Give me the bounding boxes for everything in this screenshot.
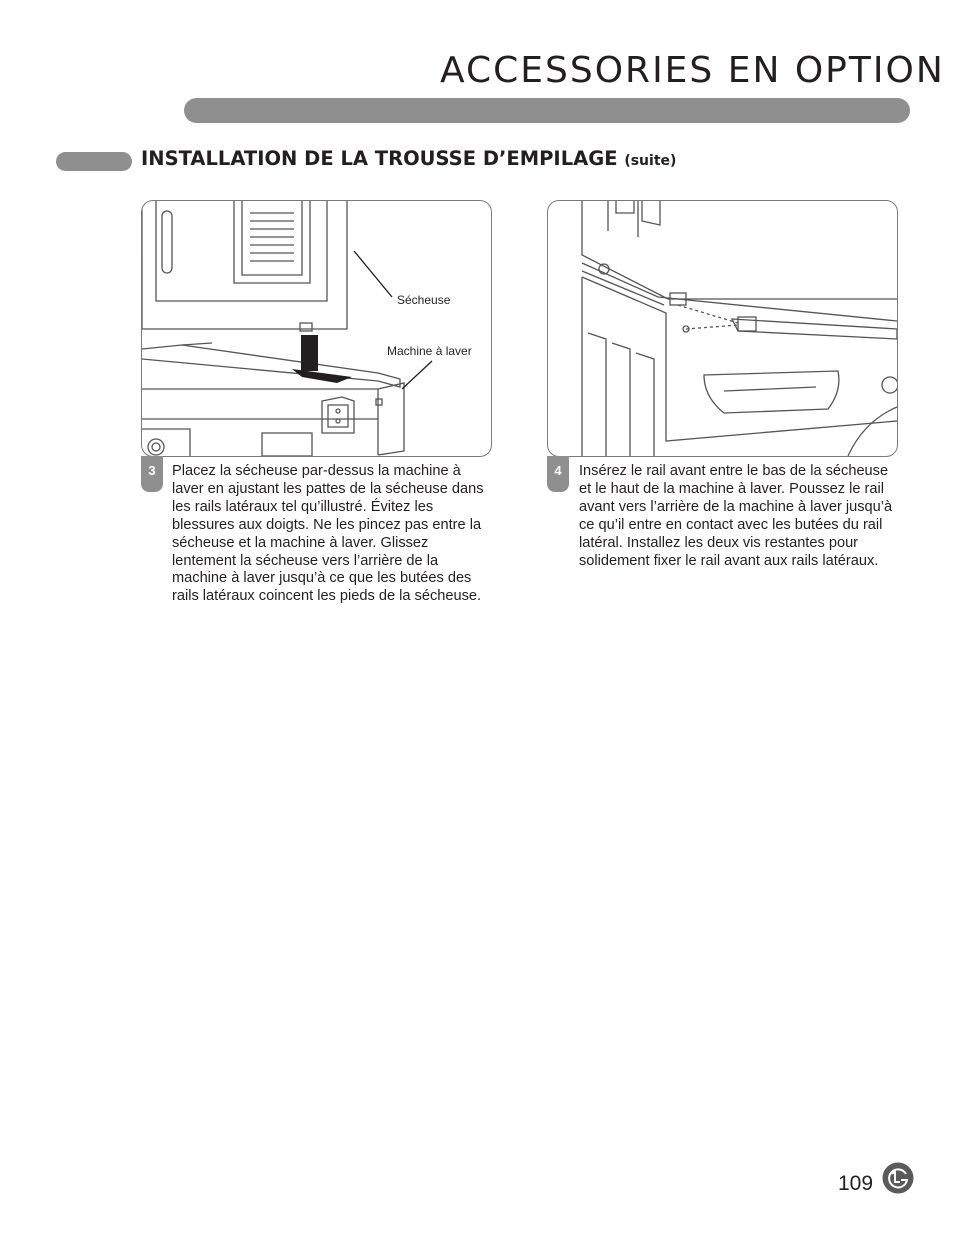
page-number: 109 bbox=[838, 1172, 874, 1195]
section-title-text: INSTALLATION DE LA TROUSSE D’EMPILAGE bbox=[141, 147, 618, 170]
section-title bbox=[141, 147, 676, 170]
step-3-badge: 3 bbox=[141, 456, 163, 492]
figure-step-3-illustration bbox=[141, 200, 492, 457]
callout-dryer-label: Sécheuse bbox=[397, 293, 451, 307]
title-divider-bar bbox=[184, 98, 910, 123]
lg-logo-icon bbox=[882, 1162, 914, 1194]
front-rail-illustration bbox=[548, 201, 897, 456]
callout-washer-label: Machine à laver bbox=[387, 344, 472, 358]
dryer-on-washer-illustration bbox=[142, 201, 491, 456]
section-marker-pill bbox=[56, 152, 132, 171]
step-4-text: Insérez le rail avant entre le bas de la sécheuse et le haut de la machine à laver. Poussez le rail avant vers l’arrière de la machine à laver jusqu’à ce qu’il entre en contact avec les butées du rail latéral. Installez les deux vis restantes pour solidement fixer le rail avant aux rails latéraux. bbox=[579, 463, 893, 569]
step-4-badge: 4 bbox=[547, 456, 569, 492]
step-3-text: Placez la sécheuse par-dessus la machine à laver en ajustant les pattes de la sécheuse dans les rails latéraux tel qu’illustré. Évitez les blessures aux doigts. Ne les pincez pas entre la sécheuse et la machine à laver. Glissez lentement la sécheuse vers l’arrière de la machine à laver jusqu’à ce que les butées des rails latéraux coincent les pieds de la sécheuse. bbox=[172, 463, 484, 605]
section-title-suffix: (suite) bbox=[624, 153, 677, 169]
figure-step-4-illustration bbox=[547, 200, 898, 457]
page-title: ACCESSORIES EN OPTION bbox=[440, 50, 945, 91]
